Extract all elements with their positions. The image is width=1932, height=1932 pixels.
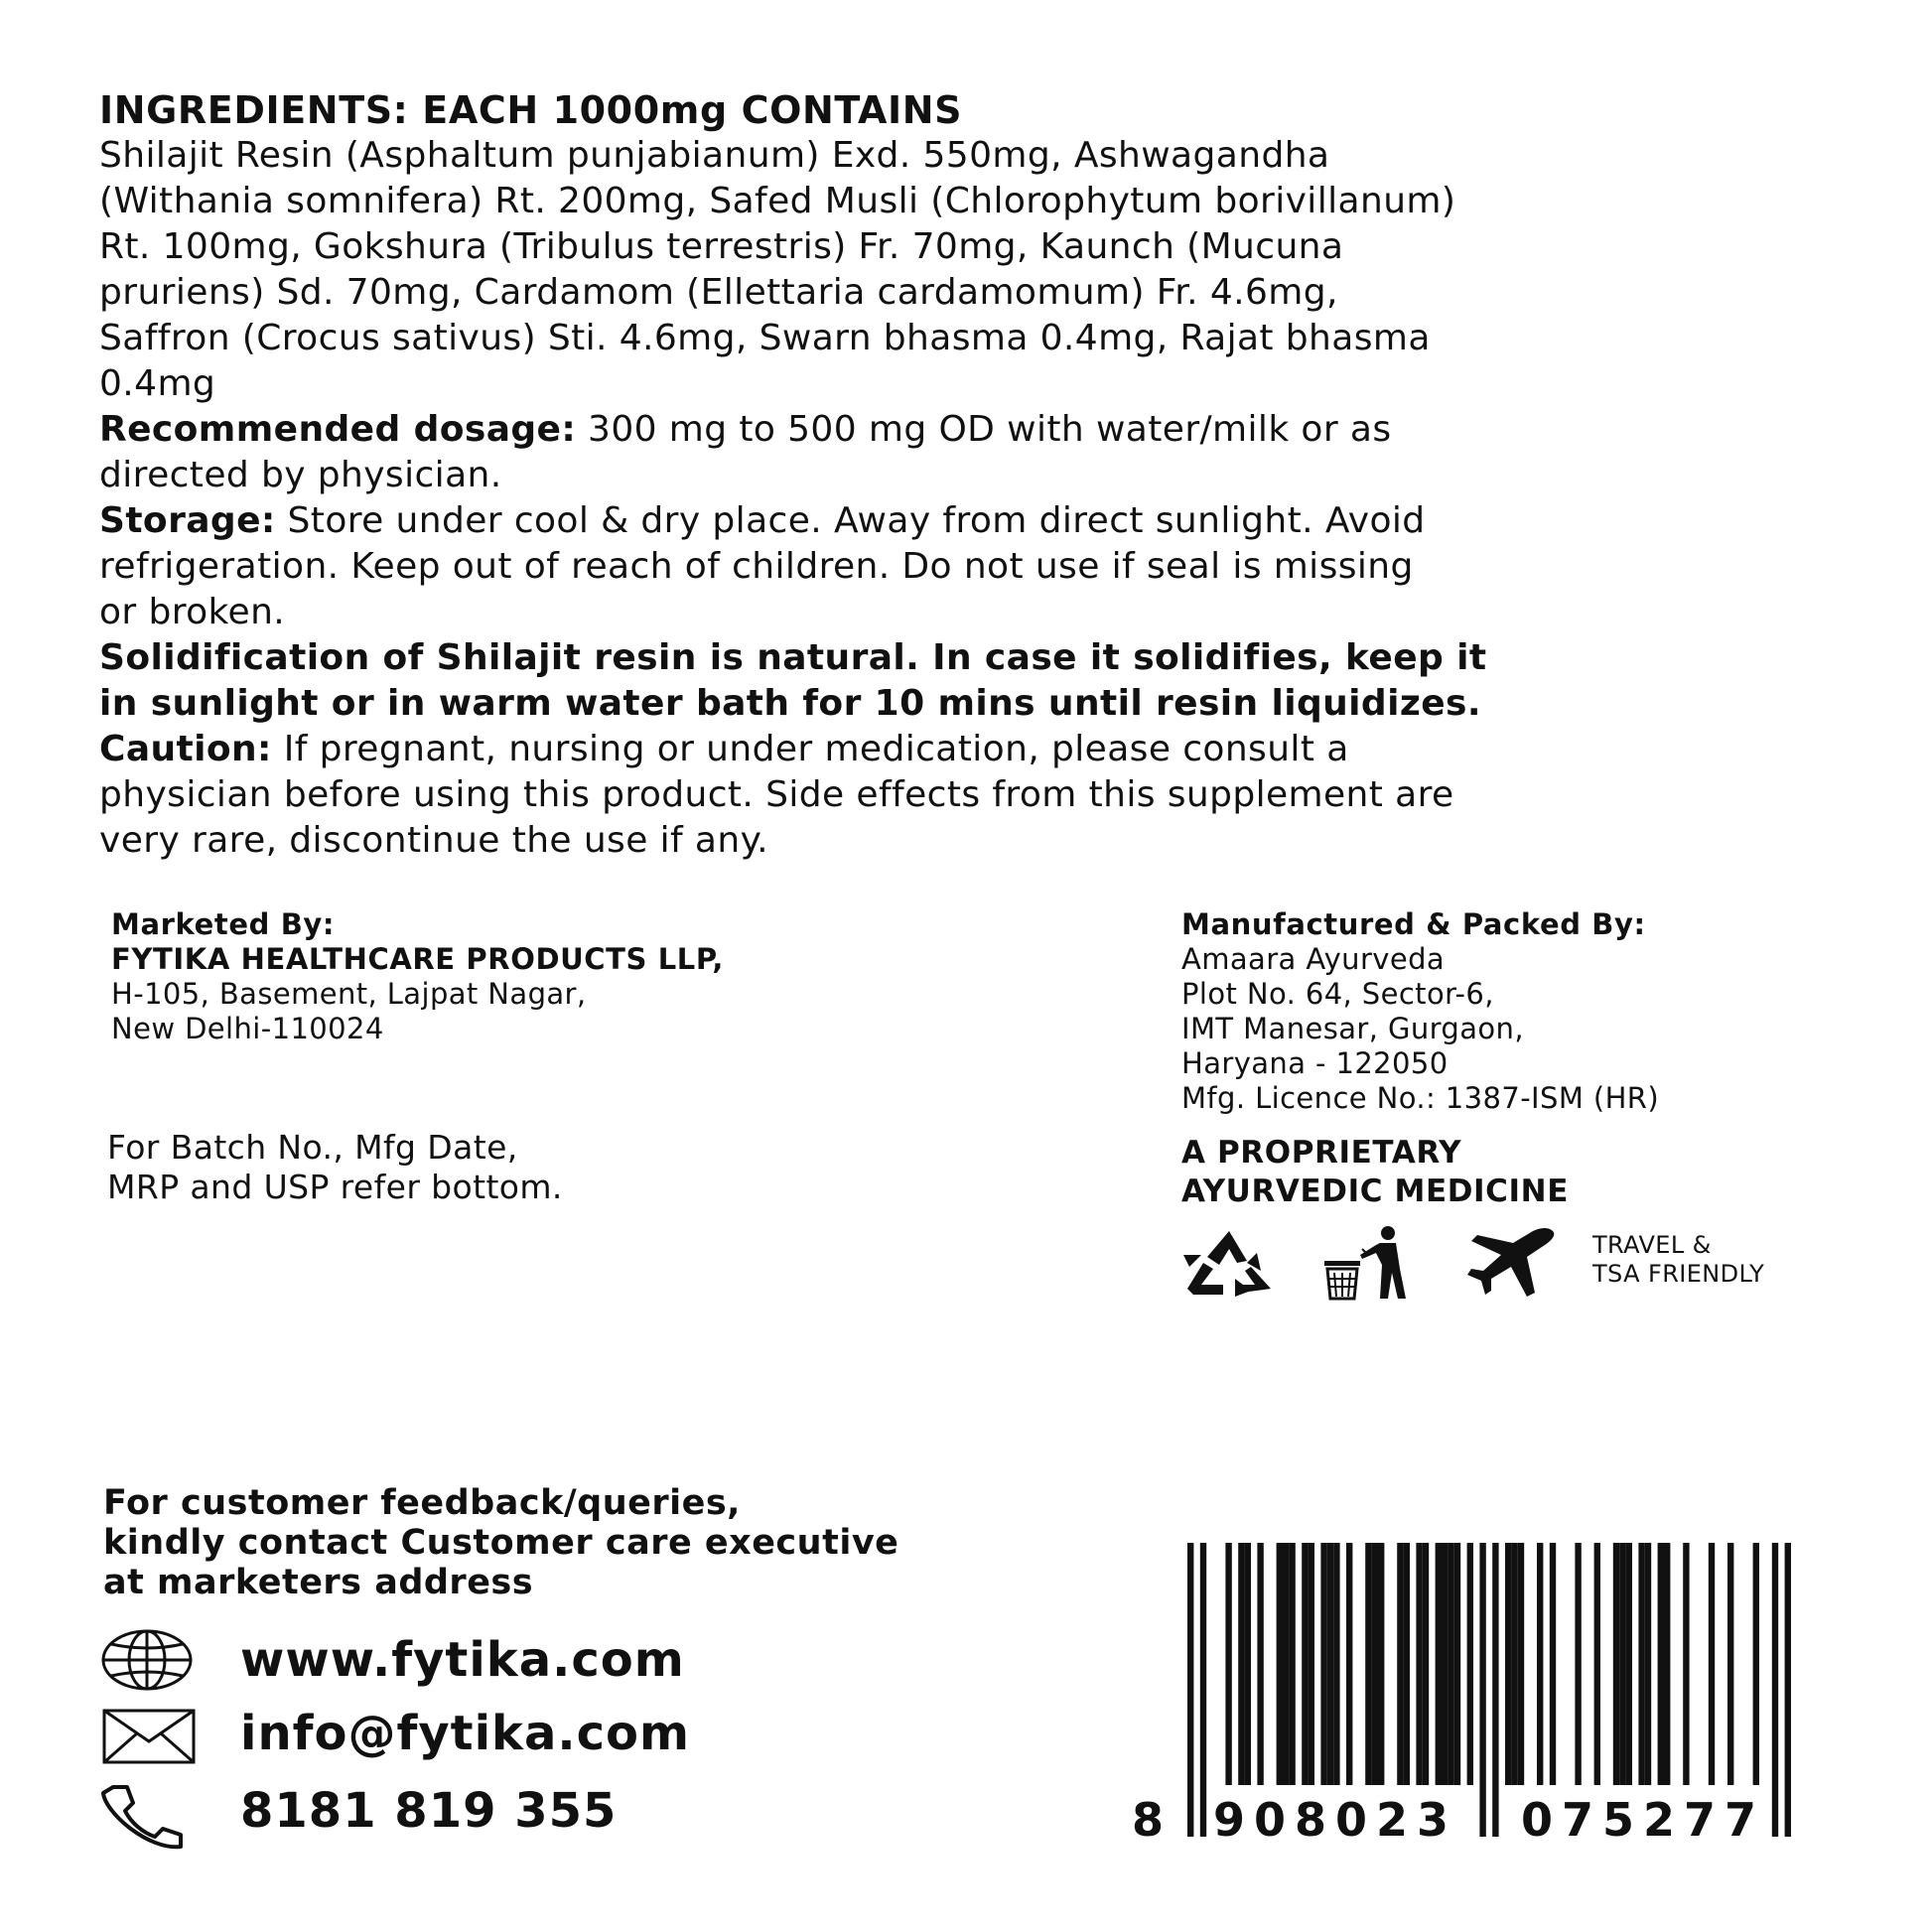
- email-link[interactable]: info@fytika.com: [240, 1706, 691, 1761]
- barcode-number: [1132, 1543, 1807, 1847]
- dosage-label: Recommended dosage:: [99, 409, 577, 450]
- manufactured-by-label: Manufactured & Packed By:: [1181, 907, 1646, 941]
- barcode-right-group: 075277: [1521, 1793, 1766, 1847]
- travel-line: TRAVEL &: [1592, 1231, 1712, 1259]
- marketed-by-section: [111, 907, 724, 1046]
- ingredients-section: [99, 87, 1886, 864]
- marketed-by-label: Marketed By:: [111, 907, 336, 941]
- barcode-first-digit: 8: [1132, 1793, 1173, 1847]
- dosage-text: 300 mg to 500 mg OD with water/milk or as: [576, 409, 1392, 450]
- website-link[interactable]: www.fytika.com: [240, 1632, 685, 1688]
- manufactured-by-section: [1181, 907, 1659, 1116]
- airplane-icon: [1461, 1227, 1557, 1299]
- ingredients-line: Shilajit Resin (Asphaltum punjabianum) Exd. 550mg, Ashwagandha: [99, 135, 1330, 176]
- feedback-note: [103, 1483, 898, 1602]
- caution-line: very rare, discontinue the use if any.: [99, 820, 768, 861]
- batch-note-line: For Batch No., Mfg Date,: [107, 1128, 518, 1167]
- caution-text: If pregnant, nursing or under medication, please consult a: [271, 729, 1349, 769]
- ingredients-line: Saffron (Crocus sativus) Sti. 4.6mg, Swarn bhasma 0.4mg, Rajat bhasma: [99, 318, 1431, 358]
- dispose-in-bin-icon: [1318, 1223, 1414, 1301]
- dosage-line: directed by physician.: [99, 455, 502, 495]
- phone-icon: [99, 1783, 195, 1851]
- manufacturer-address: Haryana - 122050: [1181, 1046, 1449, 1080]
- marketer-address: H-105, Basement, Lajpat Nagar,: [111, 977, 587, 1011]
- marketer-address: New Delhi-110024: [111, 1012, 384, 1045]
- feedback-line: For customer feedback/queries,: [103, 1483, 741, 1523]
- feedback-line: kindly contact Customer care executive: [103, 1523, 899, 1563]
- ingredients-line: (Withania somnifera) Rt. 200mg, Safed Musli (Chlorophytum borivillanum): [99, 181, 1456, 221]
- globe-icon: [99, 1628, 195, 1692]
- manufacturer-licence: Mfg. Licence No.: 1387-ISM (HR): [1181, 1081, 1660, 1115]
- barcode-left-group: 908023: [1213, 1793, 1458, 1847]
- travel-line: TSA FRIENDLY: [1592, 1260, 1765, 1288]
- ingredients-line: 0.4mg: [99, 363, 216, 404]
- proprietary-label: [1181, 1134, 1569, 1211]
- manufacturer-address: IMT Manesar, Gurgaon,: [1181, 1012, 1524, 1045]
- recycle-icon: [1179, 1227, 1279, 1299]
- proprietary-line: AYURVEDIC MEDICINE: [1181, 1173, 1569, 1209]
- solidification-note: in sunlight or in warm water bath for 10 mins until resin liquidizes.: [99, 683, 1481, 724]
- storage-line: or broken.: [99, 592, 286, 632]
- ingredients-line: pruriens) Sd. 70mg, Cardamom (Ellettaria cardamomum) Fr. 4.6mg,: [99, 272, 1338, 313]
- marketer-company: FYTIKA HEALTHCARE PRODUCTS LLP,: [111, 942, 725, 976]
- storage-label: Storage:: [99, 500, 276, 541]
- caution-label: Caution:: [99, 729, 272, 769]
- caution-line: physician before using this product. Side effects from this supplement are: [99, 774, 1454, 815]
- manufacturer-name: Amaara Ayurveda: [1181, 942, 1446, 976]
- dosage-line: [99, 407, 1886, 453]
- storage-line: refrigeration. Keep out of reach of children. Do not use if seal is missing: [99, 546, 1414, 587]
- travel-tsa-label: [1592, 1231, 1764, 1289]
- caution-line: [99, 727, 1886, 772]
- storage-line: [99, 498, 1886, 544]
- ingredients-line: Rt. 100mg, Gokshura (Tribulus terrestris) Fr. 70mg, Kaunch (Mucuna: [99, 226, 1344, 267]
- solidification-note: Solidification of Shilajit resin is natural. In case it solidifies, keep it: [99, 637, 1487, 678]
- batch-note: [107, 1128, 563, 1207]
- proprietary-line: A PROPRIETARY: [1181, 1135, 1462, 1171]
- manufacturer-address: Plot No. 64, Sector-6,: [1181, 977, 1494, 1011]
- batch-note-line: MRP and USP refer bottom.: [107, 1168, 563, 1206]
- phone-number[interactable]: 8181 819 355: [240, 1783, 618, 1839]
- storage-text: Store under cool & dry place. Away from direct sunlight. Avoid: [275, 500, 1426, 541]
- mail-icon: [101, 1708, 197, 1765]
- ingredients-heading: INGREDIENTS: EACH 1000mg CONTAINS: [99, 88, 963, 132]
- feedback-line: at marketers address: [103, 1563, 534, 1602]
